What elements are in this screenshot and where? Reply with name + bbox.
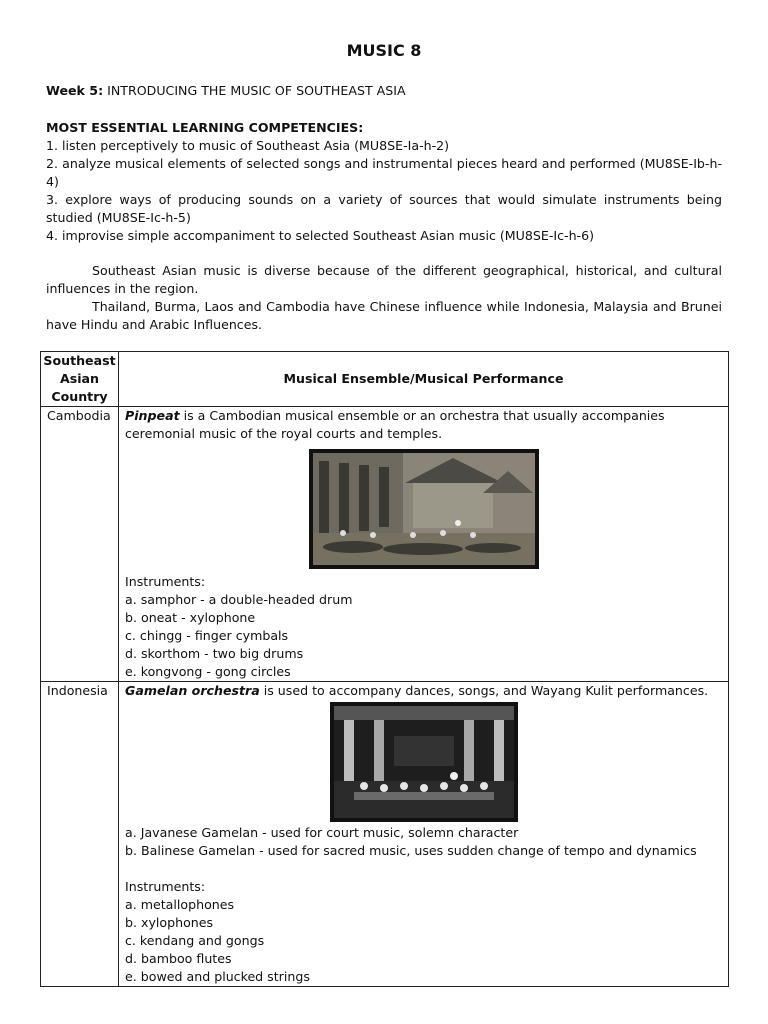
week-label: Week 5 — [46, 83, 99, 98]
list-item: e. kongvong - gong circles — [125, 664, 291, 679]
list-item: b. oneat - xylophone — [125, 610, 256, 625]
list-item: a. metallophones — [125, 897, 235, 912]
list-item: a. samphor - a double-headed drum — [125, 592, 353, 607]
list-item: c. kendang and gongs — [125, 933, 265, 948]
instruments-label: Instruments: — [125, 879, 206, 894]
table-header-row — [41, 352, 729, 407]
table-row — [41, 407, 729, 682]
ensemble-description: Pinpeat is a Cambodian musical ensemble or an orchestra that usually accompanies ceremonial music of the royal courts and temples. — [125, 408, 665, 441]
header-ensemble: Musical Ensemble/Musical Performance — [119, 352, 729, 407]
ensemble-description: Gamelan orchestra is used to accompany dances, songs, and Wayang Kulit performances. — [125, 683, 709, 698]
competency-item: 1. listen perceptively to music of Southeast Asia (MU8SE-Ia-h-2) — [46, 138, 450, 153]
list-item: d. bamboo flutes — [125, 951, 232, 966]
competency-item: 2. analyze musical elements of selected songs and instrumental pieces heard and performed (MU8SE-Ib-h-4) — [46, 156, 722, 189]
instruments-label: Instruments: — [125, 574, 206, 589]
intro-section — [46, 262, 722, 334]
intro-paragraph: Thailand, Burma, Laos and Cambodia have Chinese influence while Indonesia, Malaysia and Brunei have Hindu and Arabic Influences. — [46, 299, 722, 332]
ensemble-name: Gamelan orchestra — [125, 683, 260, 698]
competencies-section — [46, 119, 722, 245]
header-country: Southeast Asian Country — [41, 352, 119, 407]
ensemble-cell — [119, 407, 729, 682]
table-row — [41, 682, 729, 987]
list-item: e. bowed and plucked strings — [125, 969, 310, 984]
competency-item: 3. explore ways of producing sounds on a variety of sources that would simulate instruments being studied (MU8SE-Ic-h-5) — [46, 192, 722, 225]
page-title: MUSIC 8 — [346, 41, 422, 60]
intro-paragraph: Southeast Asian music is diverse because of the different geographical, historical, and cultural influences in the region. — [46, 263, 722, 296]
list-item: d. skorthom - two big drums — [125, 646, 304, 661]
country-cell: Indonesia — [41, 682, 119, 987]
gamelan-type: a. Javanese Gamelan - used for court music, solemn character — [125, 825, 519, 840]
week-line: Week 5: INTRODUCING THE MUSIC OF SOUTHEAST ASIA — [46, 83, 406, 98]
gamelan-photo — [330, 702, 518, 822]
country-cell: Cambodia — [41, 407, 119, 682]
ensemble-name: Pinpeat — [125, 408, 180, 423]
competencies-heading: MOST ESSENTIAL LEARNING COMPETENCIES: — [46, 120, 364, 135]
week-text: INTRODUCING THE MUSIC OF SOUTHEAST ASIA — [107, 83, 406, 98]
gamelan-type: b. Balinese Gamelan - used for sacred music, uses sudden change of tempo and dynamics — [125, 843, 697, 858]
list-item: c. chingg - finger cymbals — [125, 628, 289, 643]
ensemble-table — [40, 351, 729, 987]
ensemble-cell — [119, 682, 729, 987]
list-item: b. xylophones — [125, 915, 214, 930]
pinpeat-photo — [309, 449, 539, 569]
competency-item: 4. improvise simple accompaniment to selected Southeast Asian music (MU8SE-Ic-h-6) — [46, 228, 595, 243]
